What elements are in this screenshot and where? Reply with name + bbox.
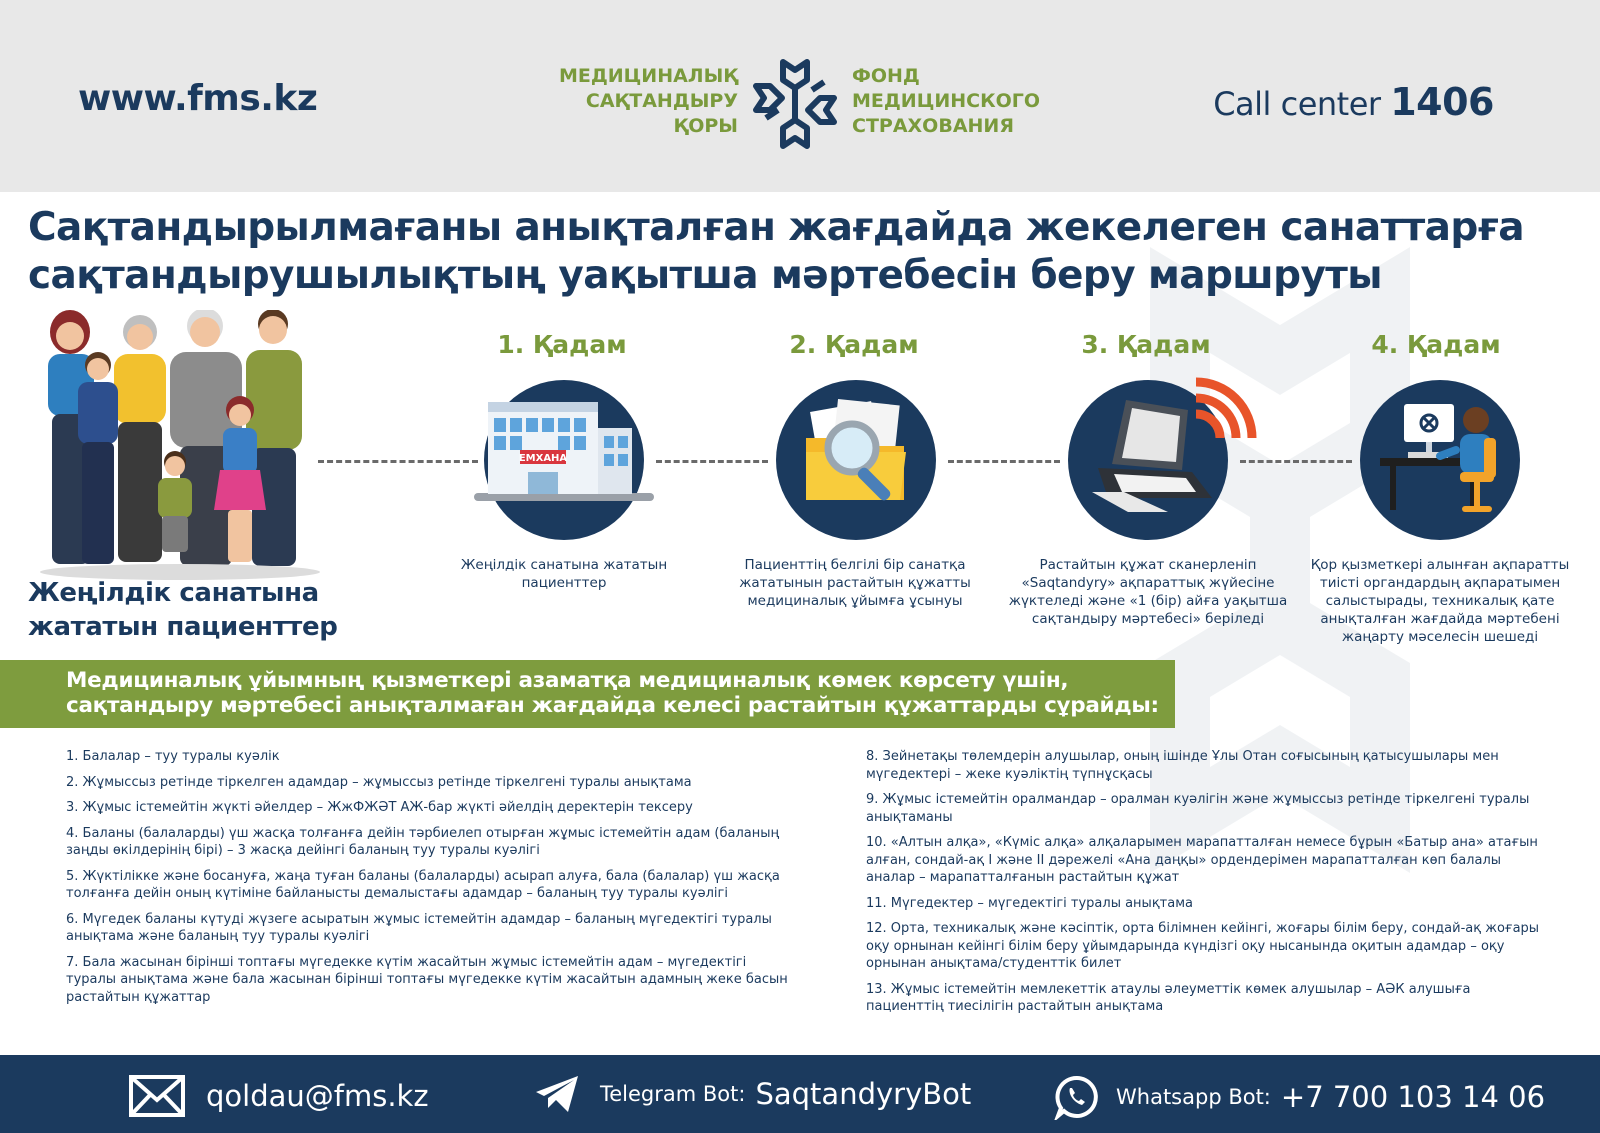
step-2-circle — [776, 380, 936, 540]
family-caption: Жеңілдік санатына жататын пациенттер — [28, 578, 338, 642]
step-1-circle — [484, 380, 644, 540]
list-item: 1. Балалар – туу туралы куәлік — [66, 749, 280, 764]
step-4-circle — [1360, 380, 1520, 540]
dashed-connector — [948, 460, 1060, 463]
telegram-bot-link[interactable]: SaqtandyryBot — [755, 1077, 972, 1111]
site-url-link[interactable]: www.fms.kz — [78, 78, 318, 119]
boy-figure — [78, 352, 118, 564]
documents-list-right — [866, 748, 1546, 1024]
clinic-building-icon — [484, 380, 644, 540]
call-center: Call center 1406 — [1213, 80, 1494, 124]
page-title: Сақтандырылмағаны анықталған жағдайда жекелеген санаттарға сақтандырушылықтың уақытша мәртебесін беру маршруты — [28, 205, 1524, 298]
list-item: 4. Баланы (балаларды) үш жасқа толғанға дейін тәрбиелеп отырған жұмыс істемейтін адам (баланың заңды өкілдерінің бірі) – 3 жасқа дейінгі баланың туу туралы куәлігі — [66, 825, 780, 858]
footer-email[interactable] — [128, 1074, 429, 1118]
list-item: 5. Жүктілікке және босануға, жаңа туған баланы (балаларды) асырап алуға, бала (балалар) үш жасқа толғанға дейін оның күтіміне байланысты демалыстағы адамдар – баланың туу туралы куәлігі — [66, 868, 780, 901]
email-link[interactable]: qoldau@fms.kz — [206, 1079, 429, 1113]
list-item: 2. Жұмыссыз ретінде тіркелген адамдар – жұмыссыз ретінде тіркелгені туралы анықтама — [66, 774, 692, 790]
list-item: 13. Жұмыс істемейтін мемлекеттік атаулы әлеуметтік көмек алушылар – АӘК алушыға пациенттің тиесілігін растайтын анықтама — [866, 981, 1471, 1014]
logo-text-kz: МЕДИЦИНАЛЫҚ САҚТАНДЫРУ ҚОРЫ — [558, 65, 738, 137]
dashed-connector — [1240, 460, 1352, 463]
footer-telegram[interactable] — [534, 1074, 971, 1114]
telegram-label: Telegram Bot: — [600, 1082, 746, 1106]
step-2-title: 2. Қадам — [789, 330, 919, 359]
list-item: 8. Зейнетақы төлемдерін алушылар, оның ішінде Ұлы Отан соғысының қатысушылары мен мүгедектері – жеке куәліктің түпнұсқасы — [866, 749, 1499, 782]
logo-text-ru: ФОНД МЕДИЦИНСКОГО СТРАХОВАНИЯ — [852, 65, 1041, 137]
family-illustration — [30, 310, 330, 585]
grandmother-figure — [114, 315, 166, 562]
documents-list-left — [66, 748, 796, 1014]
list-item: 10. «Алтын алқа», «Күміс алқа» алқаларымен марапатталған немесе бұрын «Батыр ана» атағын алған, сондай-ақ I және II дәрежелі «Ана даңқы» ордендерімен марапатталған көп балалы аналар – марапатталғанын растайтын құжат — [866, 835, 1538, 885]
list-item: 7. Бала жасынан бірінші топтағы мүгедекке күтім жасайтын жұмыс істемейтін адам – мүгедектігі туралы анықтама және бала жасынан бірінші топтағы мүгедекке күтім жасайтын адамның жеке басын растайтын құжаттар — [66, 954, 788, 1005]
step-3-description: Растайтын құжат сканерленіп «Saqtandyry» ақпараттық жүйесіне жүктеледі және «1 (бір) айға уақытша сақтандыру мәртебесі» беріледі — [1008, 557, 1288, 627]
office-worker-icon — [1360, 380, 1520, 540]
list-item: 12. Орта, техникалық және кәсіптік, орта білімнен кейінгі, жоғары білім беру, сондай-ақ жоғары оқу орнынан кейінгі білім беру ұйымдарында күндізгі оқу нысанында оқитын адамдар – оқу орнынан анықтама/студенттік билет — [866, 921, 1540, 971]
list-item: 11. Мүгедектер – мүгедектігі туралы анықтама — [866, 895, 1193, 911]
whatsapp-label: Whatsapp Bot: — [1116, 1085, 1271, 1109]
step-1-description: Жеңілдік санатына жататын пациенттер — [460, 557, 668, 591]
scanner-wifi-icon — [1068, 380, 1228, 540]
dashed-connector — [656, 460, 768, 463]
requirements-banner-text: Медициналық ұйымның қызметкері азаматқа медициналық көмек көрсету үшін, сақтандыру мәртебесі анықталмаған жағдайда келесі растайтын құжаттарды сұрайды: — [66, 668, 1159, 718]
list-item: 9. Жұмыс істемейтін оралмандар – оралман куәлігін және жұмыссыз ретінде тіркелгені туралы анықтаманы — [866, 792, 1530, 825]
step-3-title: 3. Қадам — [1081, 330, 1211, 359]
whatsapp-icon — [1054, 1074, 1100, 1120]
call-center-number[interactable]: 1406 — [1390, 80, 1494, 124]
list-item: 3. Жұмыс істемейтін жүкті әйелдер – ЖжФЖӘТ АЖ-бар жүкті әйелдің деректерін тексеру — [66, 800, 693, 815]
step-1-title: 1. Қадам — [497, 330, 627, 359]
step-4-description: Қор қызметкері алынған ақпаратты тиісті органдардың ақпаратымен салыстырады, техникалық қате анықталған жағдайда мәртебені жаңарту мәселесін шешеді — [1310, 557, 1570, 645]
telegram-icon — [534, 1074, 580, 1114]
dashed-connector — [318, 460, 478, 463]
list-item: 6. Мүгедек баланы күтуді жүзеге асыратын жұмыс істемейтін адамдар – баланың мүгедектігі туралы анықтама және баланың туу туралы куәлігі — [66, 911, 772, 944]
folder-magnifier-icon — [776, 380, 936, 540]
footer-whatsapp[interactable] — [1054, 1074, 1545, 1120]
envelope-icon — [128, 1074, 186, 1118]
step-2-description: Пациенттің белгілі бір санатқа жататынын растайтын құжатты медициналық ұйымға ұсынуы — [739, 557, 971, 609]
step-3-circle — [1068, 380, 1228, 540]
fund-logo-icon — [752, 58, 838, 150]
clinic-sign-label: ЕМХАНА — [518, 453, 568, 464]
whatsapp-number-link[interactable]: +7 700 103 14 06 — [1280, 1080, 1546, 1114]
step-4-title: 4. Қадам — [1371, 330, 1501, 359]
